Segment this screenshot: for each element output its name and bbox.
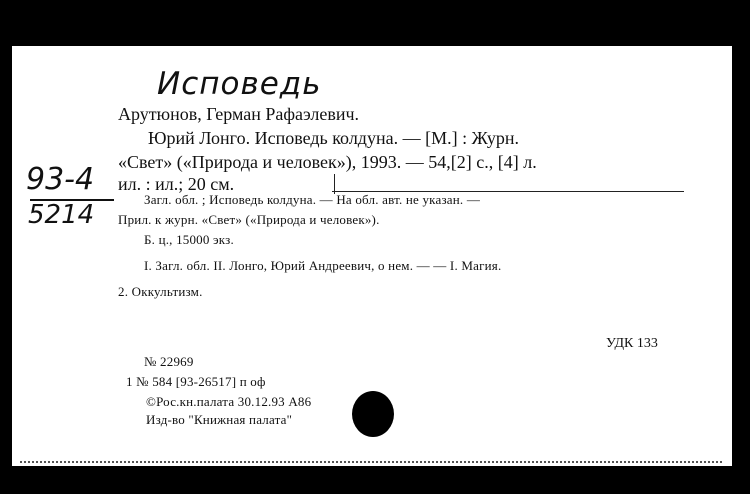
registration-number: № 22969	[144, 354, 194, 369]
publisher-imprint: Изд-во "Книжная палата"	[146, 412, 293, 427]
tracings-line-2: 2. Оккультизм.	[118, 284, 203, 299]
physical-description: ил. : ил.; 20 см.	[118, 174, 235, 194]
handwritten-shelfmark-bottom: 5214	[28, 200, 95, 230]
author-heading: Арутюнов, Герман Рафаэлевич.	[118, 104, 360, 124]
note-supplement: Прил. к журн. «Свет» («Природа и человек»).	[118, 212, 380, 227]
note-print-run: Б. ц., 15000 экз.	[144, 232, 234, 247]
tracings-line-1: I. Загл. обл. II. Лонго, Юрий Андреевич, о нем. — — I. Магия.	[144, 258, 502, 273]
chamber-stamp: ©Рос.кн.палата 30.12.93 А86	[146, 394, 312, 409]
copy-line: 1 № 584 [93-26517] п оф	[126, 374, 266, 389]
note-cover-title: Загл. обл. ; Исповедь колдуна. — На обл. авт. не указан. —	[144, 192, 481, 207]
publication-details: «Свет» («Природа и человек»), 1993. — 54,[2] с., [4] л.	[118, 152, 537, 172]
catalog-card	[12, 46, 732, 466]
title-statement: Юрий Лонго. Исповедь колдуна. — [М.] : Журн.	[148, 128, 519, 148]
udk-classification: УДК 133	[606, 336, 658, 351]
handwritten-shelfmark-top: 93-4	[26, 162, 95, 197]
ink-blot	[352, 391, 394, 437]
handwritten-subject: Исповедь	[157, 66, 322, 102]
